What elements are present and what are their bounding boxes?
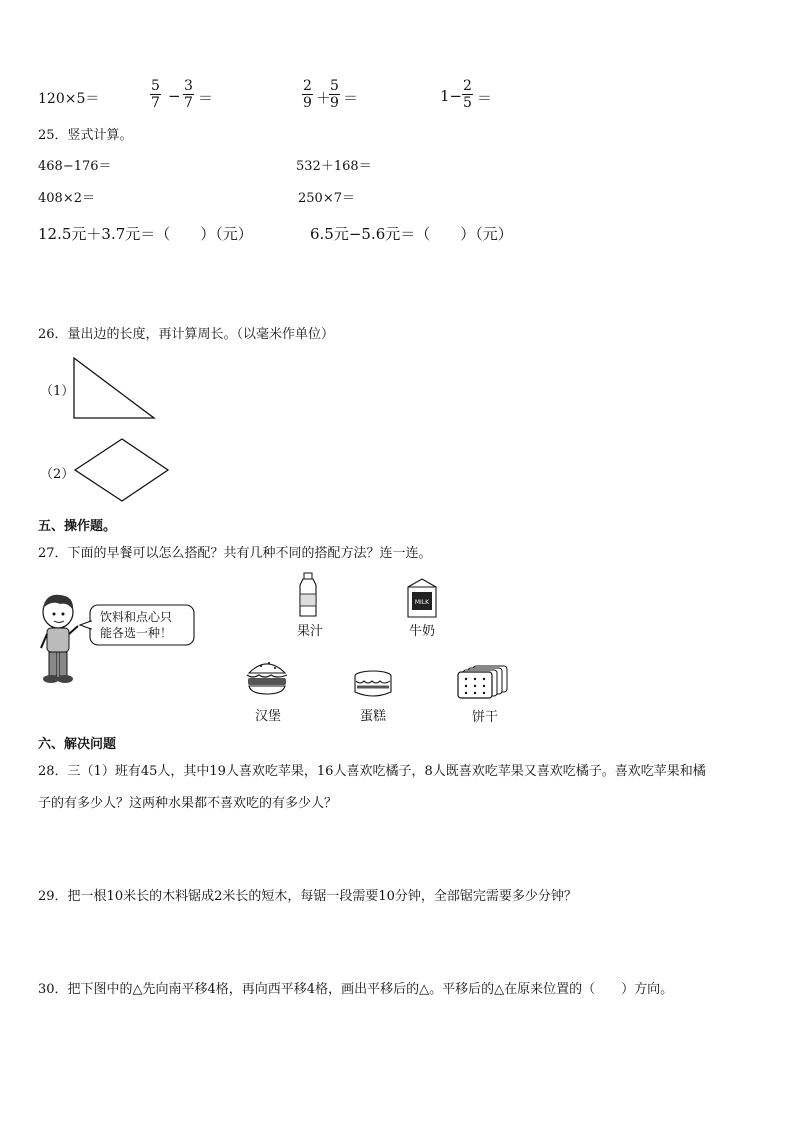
q29-text: 29．把一根10米长的木料锯成2米长的短木，每锯一段需要10分钟，全部锯完需要多少分钟？: [38, 889, 577, 904]
q30-text: 30．把下图中的△先向南平移4格，再向西平移4格，画出平移后的△。平移后的△在原来位置的（ ）方向。: [38, 982, 674, 997]
drink-juice-label: 果汁: [297, 624, 324, 639]
q25-expr-6: 6.5元−5.6元＝（ ）（元）: [310, 225, 513, 243]
section-5-title: 五、操作题。: [38, 519, 117, 534]
fraction: $\frac{5}{7}$: [151, 78, 160, 111]
cake-icon: [352, 668, 394, 700]
q25-expr-2: 532＋168＝: [296, 159, 372, 174]
section-6-title: 六、解决问题: [38, 737, 117, 752]
right-triangle-figure: [70, 355, 160, 423]
milk-carton-icon: [405, 577, 439, 619]
snack-cake-label: 蛋糕: [360, 709, 387, 724]
fraction: $\frac{2}{5}$: [463, 78, 472, 111]
q26-fig2-label: （2）: [40, 467, 75, 482]
drink-milk-label: 牛奶: [409, 624, 436, 639]
q28-line-2: 子的有多少人？这两种水果都不喜欢吃的有多少人？: [38, 796, 338, 811]
rhombus-figure: [72, 436, 172, 504]
q25-expr-4: 250×7＝: [298, 191, 355, 206]
q25-expr-3: 408×2＝: [38, 191, 95, 206]
speech-bubble-text: 饮料和点心只 能各选一种！: [100, 610, 173, 640]
q25-expr-5: 12.5元＋3.7元＝（ ）（元）: [38, 225, 253, 243]
q28-line-1: 28．三（1）班有45人，其中19人喜欢吃苹果，16人喜欢吃橘子，8人既喜欢吃苹果又喜欢吃橘子。喜欢吃苹果和橘: [38, 764, 706, 779]
svg-text:MILK: MILK: [414, 599, 430, 606]
q27-title: 27．下面的早餐可以怎么搭配？共有几种不同的搭配方法？连一连。: [38, 546, 432, 561]
snack-biscuit-label: 饼干: [472, 710, 499, 725]
q25-title: 25．竖式计算。: [38, 128, 133, 143]
juice-bottle-icon: [295, 572, 321, 618]
biscuits-icon: [455, 664, 513, 700]
fraction: $\frac{5}{9}$: [330, 78, 339, 111]
snack-hamburger-label: 汉堡: [255, 709, 282, 724]
q26-title: 26．量出边的长度，再计算周长。（以毫米作单位）: [38, 327, 335, 342]
fraction: $\frac{3}{7}$: [184, 78, 193, 111]
fraction: $\frac{2}{9}$: [303, 78, 312, 111]
q25-expr-1: 468−176＝: [38, 159, 112, 174]
q24-expr-1: 120×5＝: [38, 91, 100, 107]
q26-fig1-label: （1）: [40, 384, 75, 399]
hamburger-icon: [243, 655, 291, 697]
